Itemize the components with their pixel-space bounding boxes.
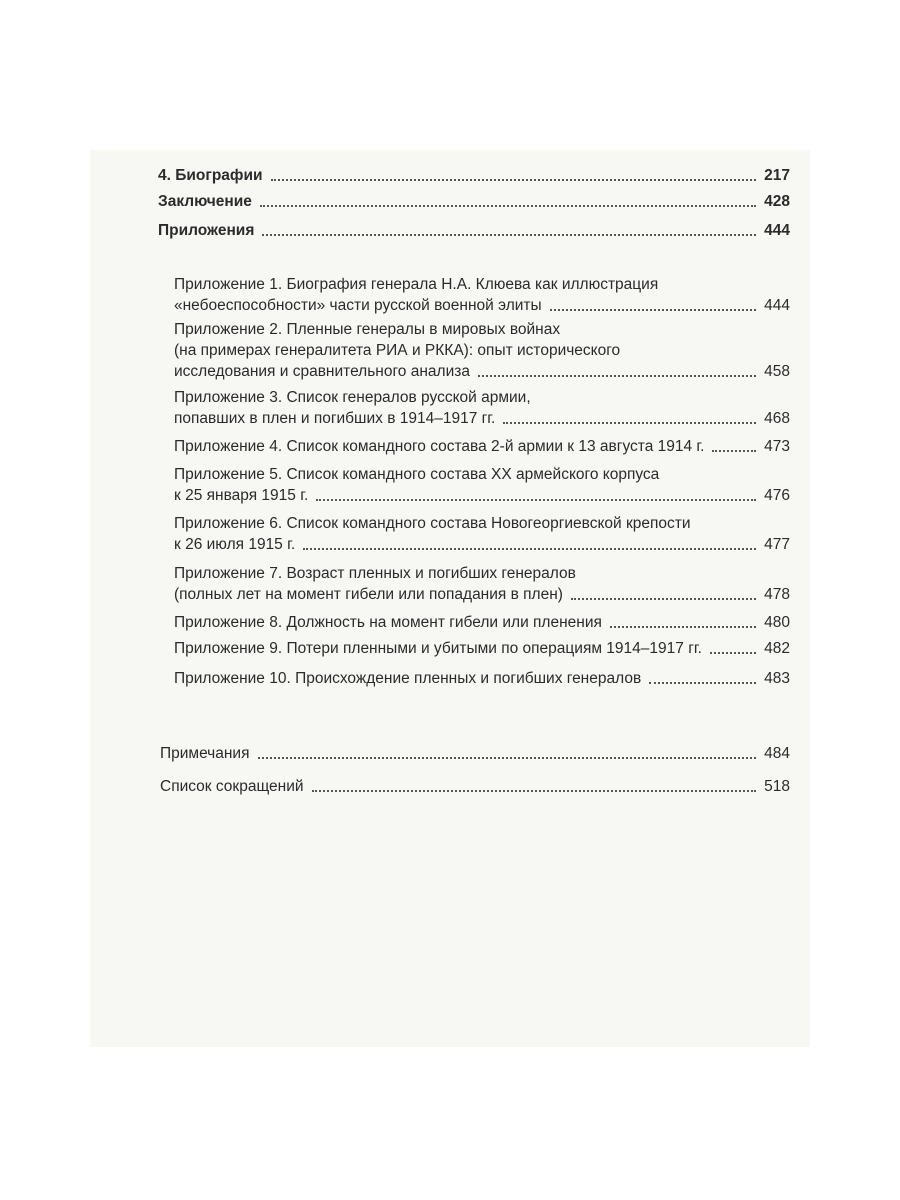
toc-page-number: 468 [764, 410, 790, 427]
toc-page-number: 476 [764, 487, 790, 504]
toc-entry-title-line: Приложение 2. Пленные генералы в мировых войнах [174, 321, 561, 338]
toc-entry-title-line: попавших в плен и погибших в 1914–1917 гг. [174, 410, 496, 427]
toc-entry-title-line: Заключение [158, 193, 252, 210]
toc-appendix-entry [174, 668, 790, 689]
toc-appendix-entry [174, 436, 790, 457]
toc-appendix-entry [174, 387, 790, 429]
toc-entry-title-line: Приложение 10. Происхождение пленных и погибших генералов [174, 670, 642, 687]
toc-page-number: 484 [764, 745, 790, 762]
toc-entry-title-line: Приложение 7. Возраст пленных и погибших генералов [174, 565, 576, 582]
toc-entry-title-line: 4. Биографии [158, 167, 263, 184]
toc-entry-title-line: исследования и сравнительного анализа [174, 363, 470, 380]
toc-page-number: 518 [764, 778, 790, 795]
toc-entry-title-line: Приложение 3. Список генералов русской армии, [174, 389, 531, 406]
dot-leader [503, 421, 756, 424]
dot-leader [260, 204, 756, 207]
toc-entry-title-line: Приложение 9. Потери пленными и убитыми по операциям 1914–1917 гг. [174, 640, 702, 657]
toc-page-number: 482 [764, 640, 790, 657]
dot-leader [312, 789, 757, 792]
toc-entry-title-line: к 25 января 1915 г. [174, 487, 309, 504]
dot-leader [649, 681, 756, 684]
dot-leader [258, 756, 757, 759]
dot-leader [550, 308, 756, 311]
toc-page-number: 444 [764, 222, 790, 239]
toc-entry [158, 191, 790, 212]
dot-leader [712, 449, 756, 452]
toc-appendix-entry [174, 274, 790, 316]
toc-appendix-entry [174, 638, 790, 659]
toc-entry-title-line: (полных лет на момент гибели или попадания в плен) [174, 586, 563, 603]
toc-entry [160, 776, 790, 797]
dot-leader [710, 651, 756, 654]
toc-page-number: 473 [764, 438, 790, 455]
toc-entry-title-line: Примечания [160, 745, 250, 762]
toc-appendix-entry [174, 612, 790, 633]
toc-appendix-entry [174, 319, 790, 382]
toc-entry-title-line: к 26 июля 1915 г. [174, 536, 296, 553]
toc-entry-title-line: Приложение 8. Должность на момент гибели или пленения [174, 614, 602, 631]
toc-page-number: 444 [764, 297, 790, 314]
toc-entry-title-line: Приложение 4. Список командного состава 2-й армии к 13 августа 1914 г. [174, 438, 705, 455]
book-page [90, 150, 810, 1047]
dot-leader [478, 374, 756, 377]
toc-entry [158, 165, 790, 186]
toc-entry-title-line: Приложение 5. Список командного состава XX армейского корпуса [174, 466, 660, 483]
toc-page-number: 483 [764, 670, 790, 687]
toc-page-number: 217 [764, 167, 790, 184]
toc-entry-title-line: Приложения [158, 222, 255, 239]
toc-page-number: 478 [764, 586, 790, 603]
toc-entry-title-line: Приложение 6. Список командного состава Новогеоргиевской крепости [174, 515, 691, 532]
toc-entry-title-line: (на примерах генералитета РИА и РККА): опыт исторического [174, 342, 621, 359]
toc-appendix-entry [174, 464, 790, 506]
toc-entry-title-line: Приложение 1. Биография генерала Н.А. Клюева как иллюстрация [174, 276, 659, 293]
toc-entry-title-line: «небоеспособности» части русской военной элиты [174, 297, 542, 314]
toc-page-number: 480 [764, 614, 790, 631]
dot-leader [271, 178, 757, 181]
dot-leader [262, 233, 756, 236]
toc-entry-title-line: Список сокращений [160, 778, 304, 795]
toc-appendix-entry [174, 563, 790, 605]
dot-leader [316, 498, 756, 501]
toc-page-number: 428 [764, 193, 790, 210]
dot-leader [610, 625, 756, 628]
toc-appendix-entry [174, 513, 790, 555]
dot-leader [571, 597, 756, 600]
toc-page-number: 458 [764, 363, 790, 380]
toc-entry [160, 743, 790, 764]
dot-leader [303, 547, 756, 550]
toc-page-number: 477 [764, 536, 790, 553]
toc-entry [158, 220, 790, 241]
